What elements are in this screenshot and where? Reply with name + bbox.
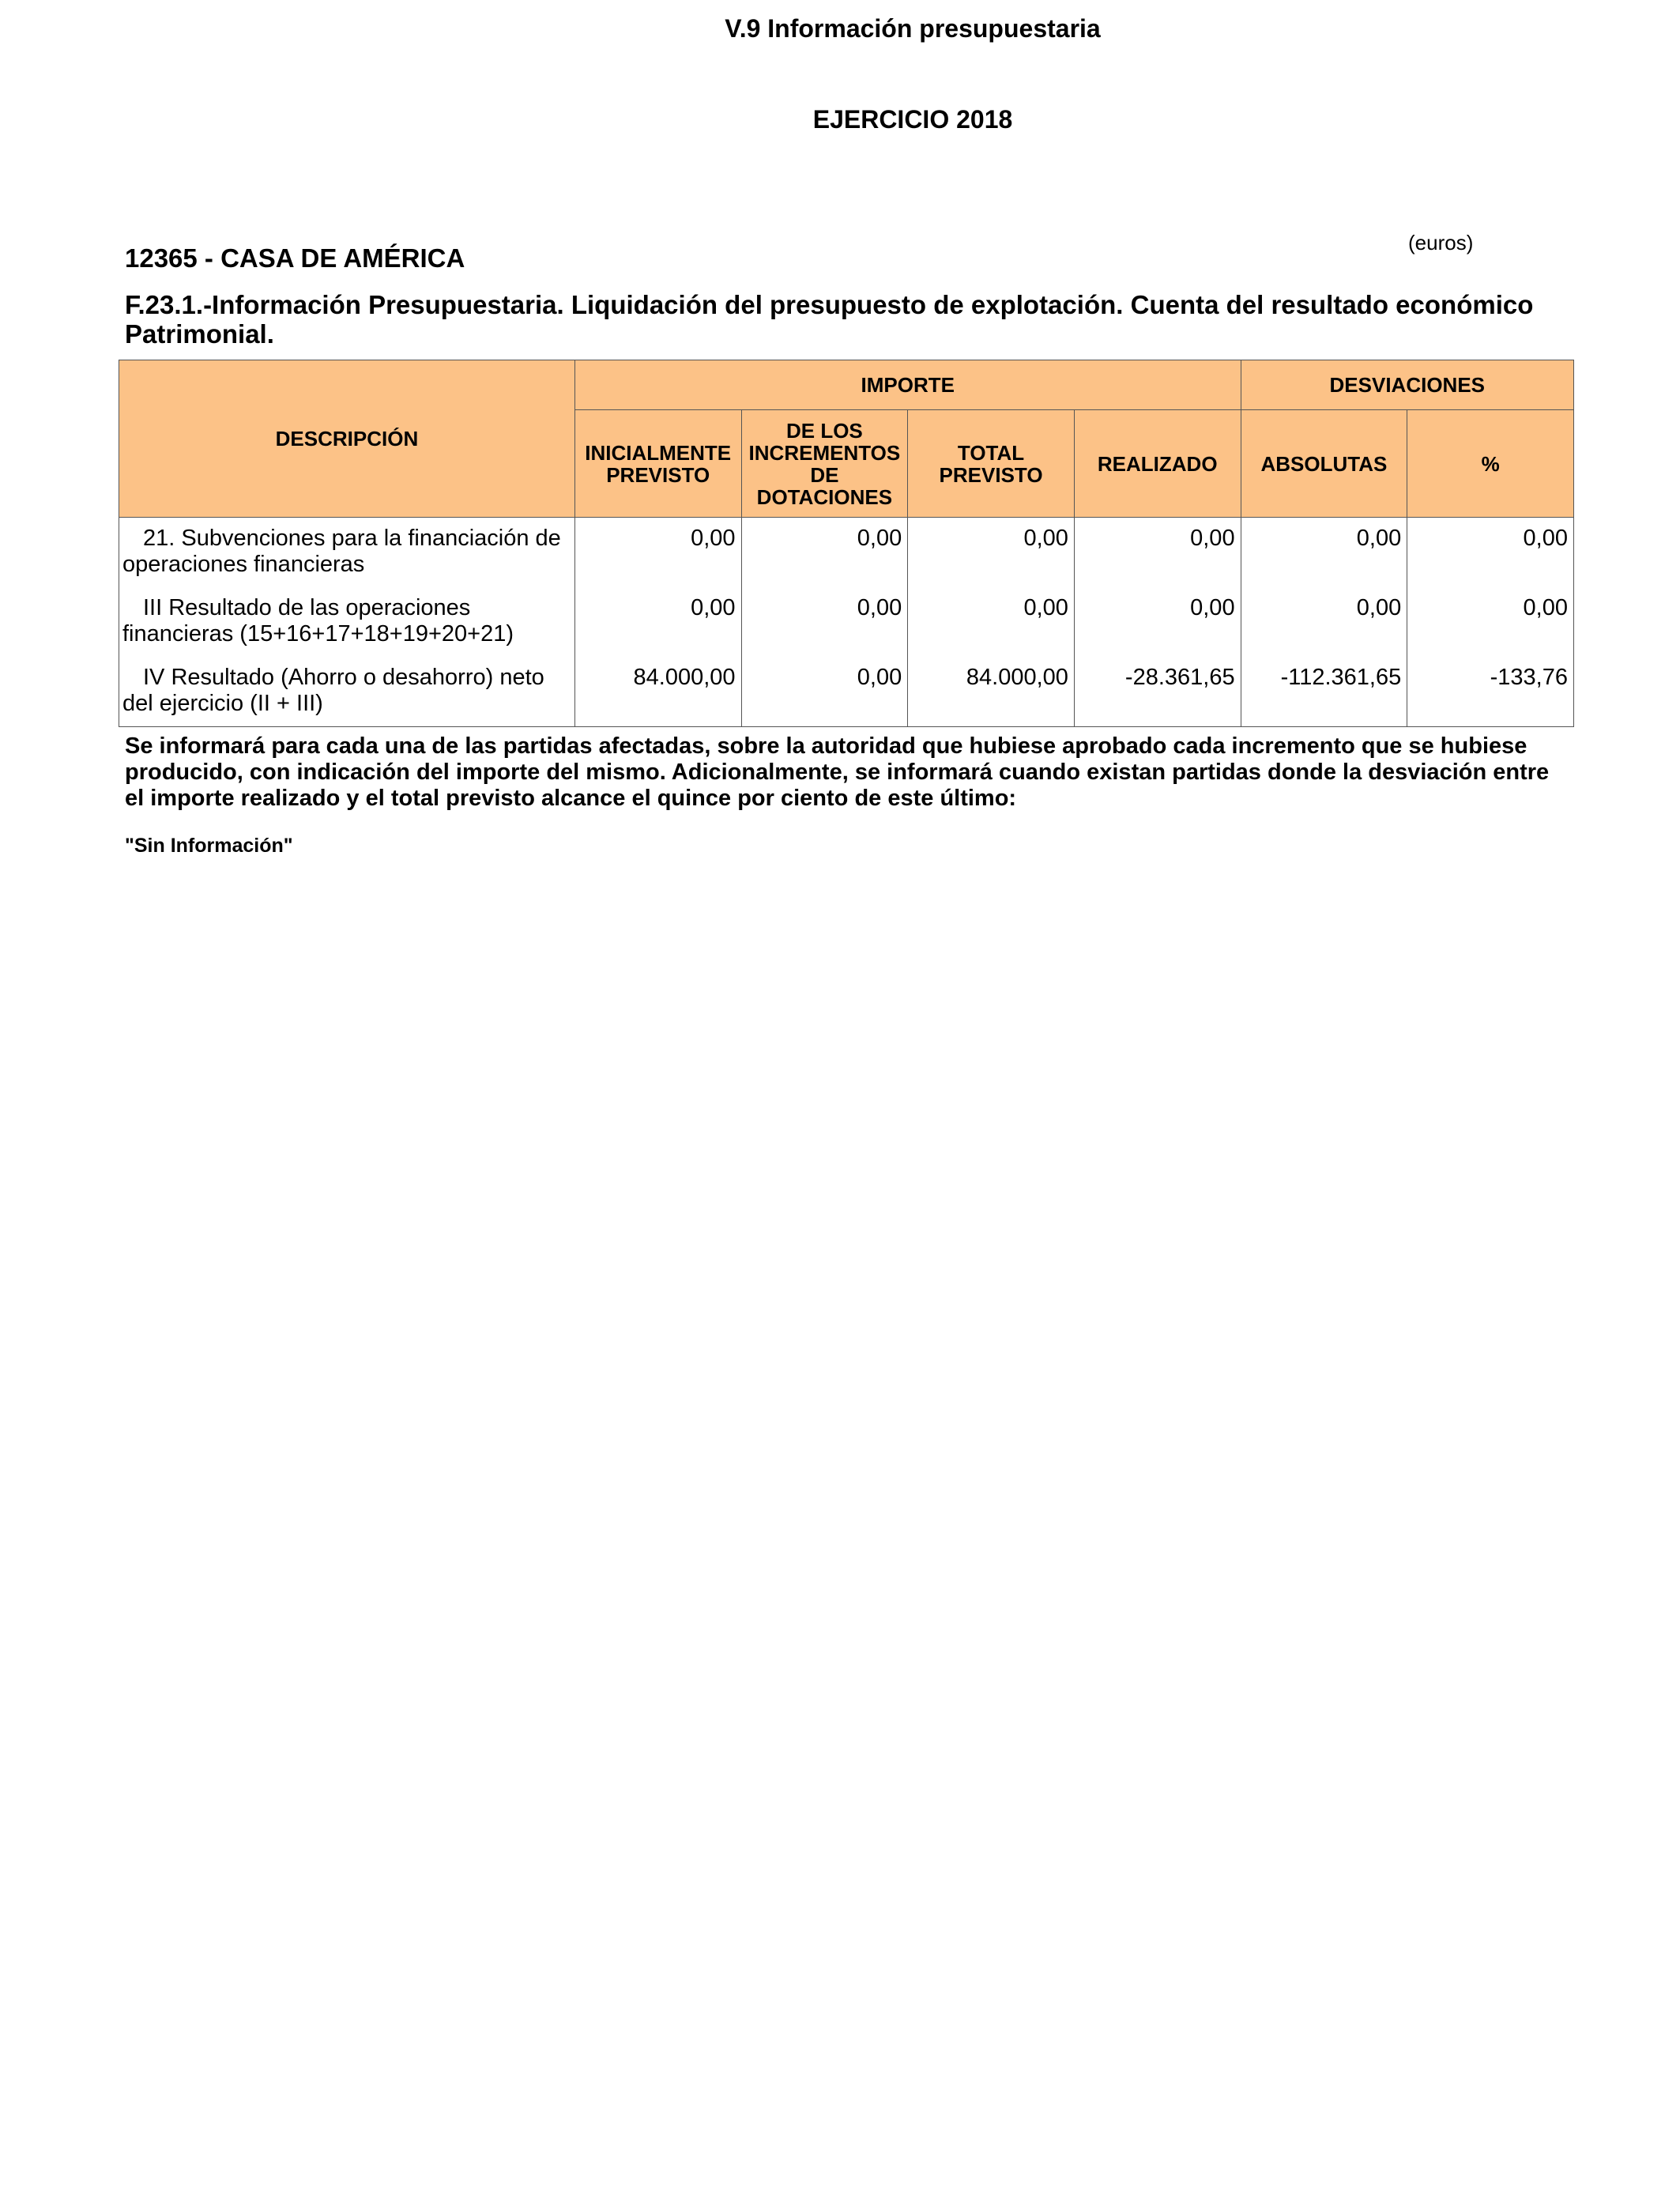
page-title: V.9 Información presupuestaria [725,14,1101,43]
cell-incrementos: 0,00 [741,657,908,727]
cell-realizado: 0,00 [1074,518,1241,588]
cell-total: 84.000,00 [908,657,1075,727]
header-inicialmente-previsto: INICIALMENTE PREVISTO [574,410,741,518]
cell-total: 0,00 [908,518,1075,588]
entity-name: 12365 - CASA DE AMÉRICA [125,243,465,273]
report-subtitle: F.23.1.-Información Presupuestaria. Liquidación del presupuesto de explotación. Cuenta del resultado económico Patrimonial. [125,290,1534,349]
cell-total: 0,00 [908,587,1075,657]
currency-units: (euros) [1408,231,1474,254]
cell-inicial: 0,00 [574,518,741,588]
table-row [119,657,1574,727]
table-row [119,518,1574,588]
cell-realizado: 0,00 [1074,587,1241,657]
budget-table [119,360,1574,727]
header-row-groups [119,360,1574,410]
header-incrementos: DE LOS INCREMENTOS DE DOTACIONES [741,410,908,518]
no-information-label: "Sin Información" [125,835,293,857]
cell-incrementos: 0,00 [741,518,908,588]
cell-absolutas: 0,00 [1241,518,1407,588]
cell-absolutas: -112.361,65 [1241,657,1407,727]
cell-percent: 0,00 [1407,587,1574,657]
header-importe: IMPORTE [574,360,1241,410]
header-desviaciones: DESVIACIONES [1241,360,1573,410]
header-realizado: REALIZADO [1074,410,1241,518]
fiscal-year: EJERCICIO 2018 [812,105,1013,134]
cell-percent: -133,76 [1407,657,1574,727]
header-absolutas: ABSOLUTAS [1241,410,1407,518]
row-description: 21. Subvenciones para la financiación de operaciones financieras [119,518,575,588]
cell-percent: 0,00 [1407,518,1574,588]
row-description: III Resultado de las operaciones financieras (15+16+17+18+19+20+21) [119,587,575,657]
header-percent: % [1407,410,1574,518]
row-description: IV Resultado (Ahorro o desahorro) neto del ejercicio (II + III) [119,657,575,727]
header-descripcion: DESCRIPCIÓN [119,360,575,518]
cell-realizado: -28.361,65 [1074,657,1241,727]
header-total-previsto: TOTAL PREVISTO [908,410,1075,518]
cell-inicial: 0,00 [574,587,741,657]
cell-incrementos: 0,00 [741,587,908,657]
cell-inicial: 84.000,00 [574,657,741,727]
cell-absolutas: 0,00 [1241,587,1407,657]
table-row [119,587,1574,657]
deviation-note: Se informará para cada una de las partidas afectadas, sobre la autoridad que hubiese aprobado cada incremento que se hubiese producido, con indicación del importe del mismo. Adicionalmente, se informará cuando existan partidas donde la desviación entre el importe realizado y el total previsto alcance el quince por ciento de este último: [125,733,1550,811]
